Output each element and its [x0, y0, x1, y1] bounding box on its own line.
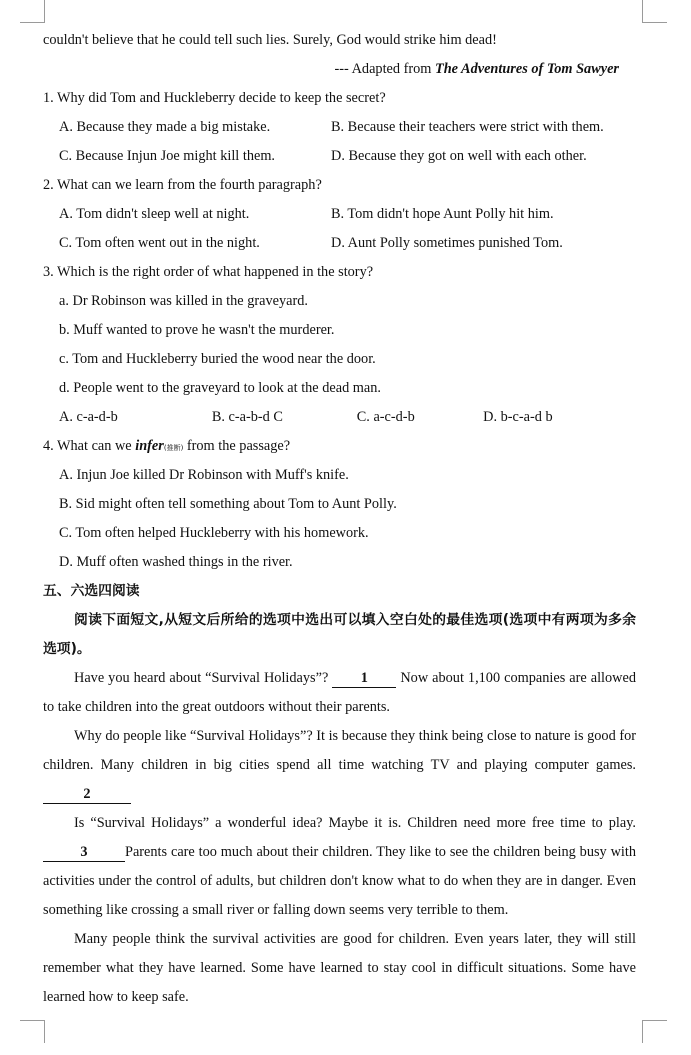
- question-2-options-row-2: [43, 229, 636, 258]
- section-5-heading: 五、六选四阅读: [43, 583, 140, 599]
- source-citation: --- Adapted from The Adventures of Tom Sawyer: [334, 61, 619, 77]
- question-1-option-c[interactable]: C. Because Injun Joe might kill them.: [59, 148, 276, 164]
- source-title: The Adventures of Tom Sawyer: [434, 61, 619, 77]
- crop-mark-bottom-left: [20, 1020, 45, 1043]
- question-3-event-b: b. Muff wanted to prove he wasn't the murderer.: [59, 322, 335, 338]
- question-3-options-row: [43, 403, 636, 432]
- question-1-options-row-1: [43, 113, 636, 142]
- blank-2[interactable]: 2: [43, 785, 131, 804]
- section-5-instruction: 阅读下面短文,从短文后所给的选项中选出可以填入空白处的最佳选项(选项中有两项为多余选项)。: [43, 612, 636, 657]
- question-4-option-a[interactable]: A. Injun Joe killed Dr Robinson with Muff's knife.: [59, 467, 349, 483]
- blank-1[interactable]: 1: [332, 669, 396, 688]
- question-1-option-b[interactable]: B. Because their teachers were strict with them.: [331, 119, 604, 135]
- question-3-event-c: c. Tom and Huckleberry buried the wood near the door.: [59, 351, 376, 367]
- crop-mark-bottom-right: [642, 1020, 667, 1043]
- question-2-option-c[interactable]: C. Tom often went out in the night.: [59, 235, 260, 251]
- crop-mark-top-right: [642, 0, 667, 23]
- question-3-option-b[interactable]: B. c-a-b-d C: [211, 409, 283, 425]
- question-4-gloss: (推断): [163, 444, 184, 452]
- question-4-option-d[interactable]: D. Muff often washed things in the river.: [59, 554, 293, 570]
- question-4-stem: 4. What can we infer(推断) from the passage?: [43, 438, 291, 454]
- question-3-option-d[interactable]: D. b-c-a-d b: [483, 409, 553, 425]
- passage-paragraph-3: Is “Survival Holidays” a wonderful idea? Maybe it is. Children need more free time to play. 3 Parents care too much about their children. They like to see the children being busy with activities under the control of adults, but children don't know what to do when they are in danger. Even something like crossing a small river or falling down seems very terrible to them.: [43, 815, 636, 918]
- document-page: [43, 26, 636, 1012]
- passage-paragraph-1: Have you heard about “Survival Holidays”? 1 Now about 1,100 companies are allowed to take children into the great outdoors without their parents.: [43, 670, 636, 715]
- question-3-option-c[interactable]: C. a-c-d-b: [356, 409, 415, 425]
- blank-3[interactable]: 3: [43, 843, 125, 862]
- question-2-option-a[interactable]: A. Tom didn't sleep well at night.: [59, 206, 250, 222]
- passage-last-line: couldn't believe that he could tell such lies. Surely, God would strike him dead!: [43, 32, 497, 48]
- question-2-stem: 2. What can we learn from the fourth paragraph?: [43, 177, 322, 193]
- question-4-keyword: infer: [135, 438, 164, 454]
- question-3-event-d: d. People went to the graveyard to look at the dead man.: [59, 380, 381, 396]
- question-4-option-b[interactable]: B. Sid might often tell something about Tom to Aunt Polly.: [59, 496, 397, 512]
- question-2-options-row-1: [43, 200, 636, 229]
- question-1-option-d[interactable]: D. Because they got on well with each other.: [331, 148, 587, 164]
- question-1-options-row-2: [43, 142, 636, 171]
- question-3-option-a[interactable]: A. c-a-d-b: [59, 409, 118, 425]
- crop-mark-top-left: [20, 0, 45, 23]
- question-1-option-a[interactable]: A. Because they made a big mistake.: [59, 119, 271, 135]
- question-2-option-d[interactable]: D. Aunt Polly sometimes punished Tom.: [331, 235, 563, 251]
- passage-paragraph-2: Why do people like “Survival Holidays”? It is because they think being close to nature is good for children. Many children in big cities spend all time watching TV and playing computer games. 2: [43, 728, 636, 802]
- question-4-option-c[interactable]: C. Tom often helped Huckleberry with his homework.: [59, 525, 369, 541]
- question-3-stem: 3. Which is the right order of what happened in the story?: [43, 264, 374, 280]
- question-3-event-a: a. Dr Robinson was killed in the graveyard.: [59, 293, 308, 309]
- question-2-option-b[interactable]: B. Tom didn't hope Aunt Polly hit him.: [331, 206, 554, 222]
- passage-paragraph-4: Many people think the survival activities are good for children. Even years later, they will still remember what they have learned. Some have learned to stay cool in difficult situations. Some have learned how to keep safe.: [43, 931, 636, 1005]
- question-1-stem: 1. Why did Tom and Huckleberry decide to keep the secret?: [43, 90, 386, 106]
